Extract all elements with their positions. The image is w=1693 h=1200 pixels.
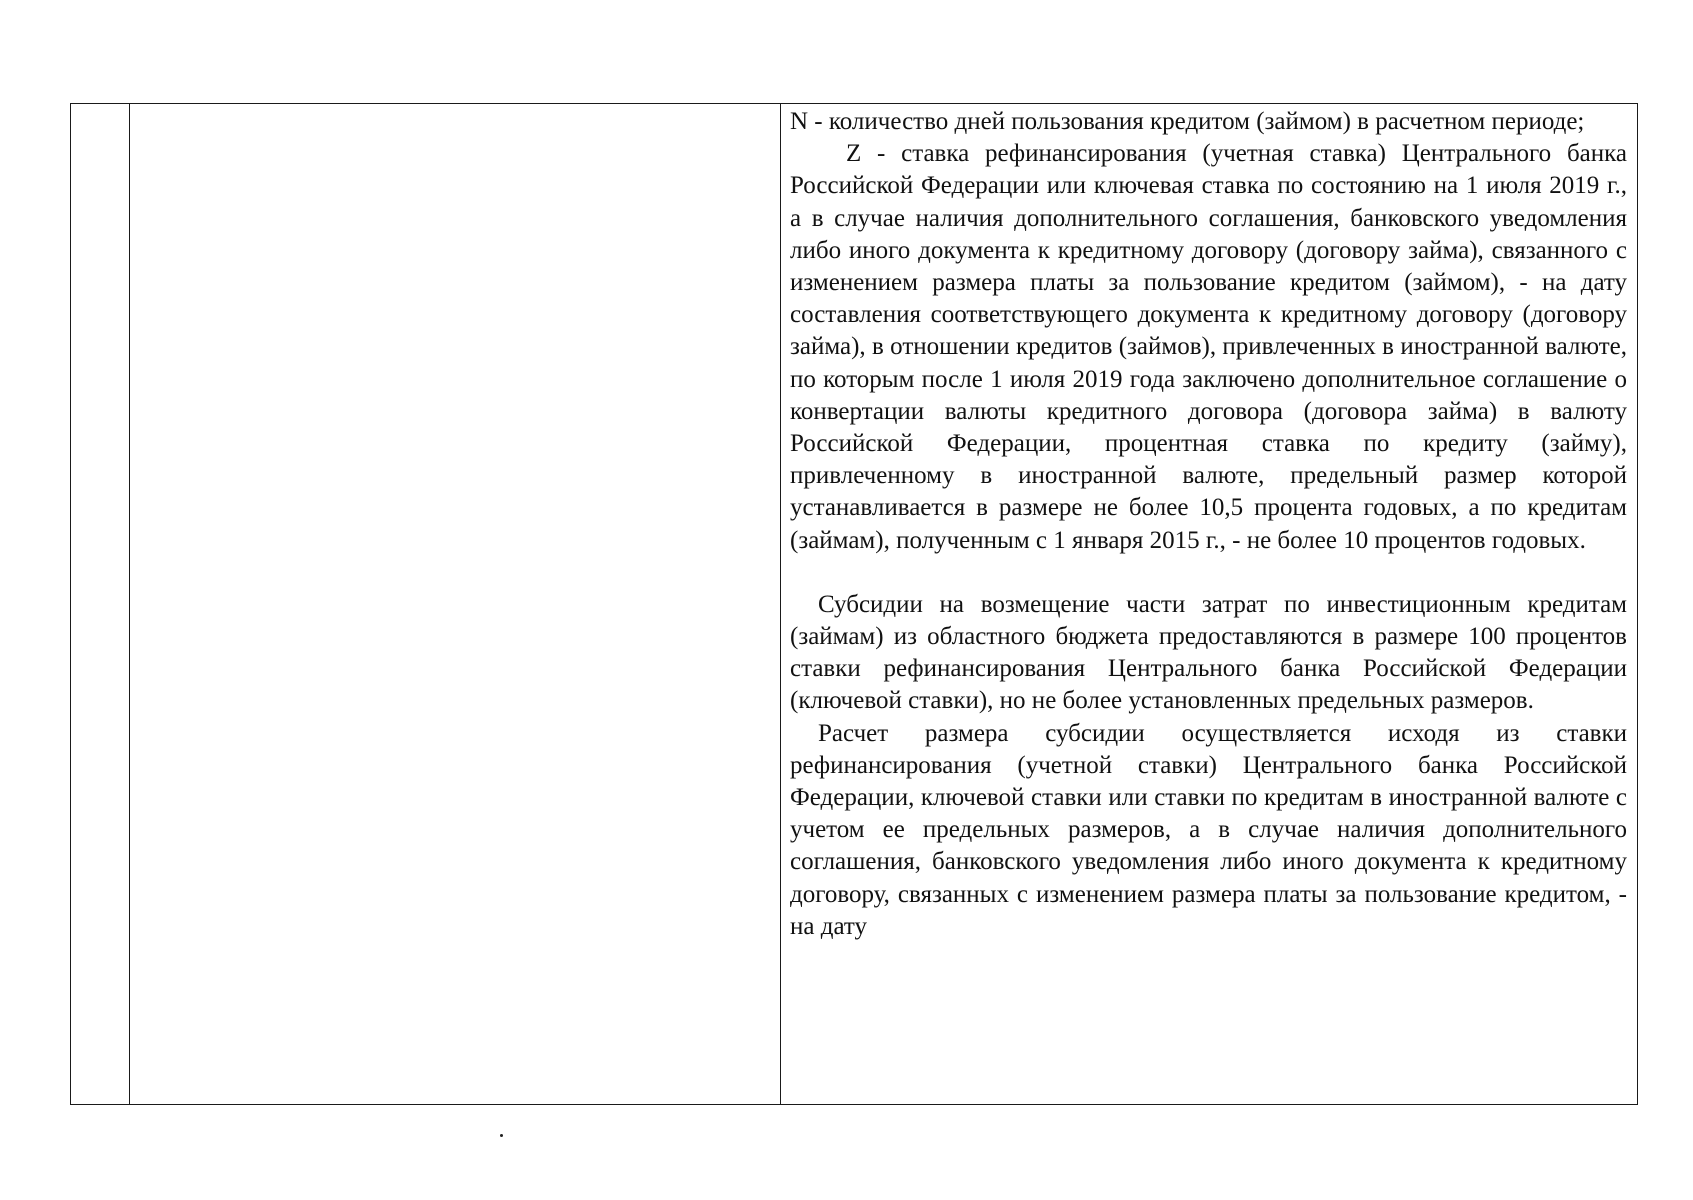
paragraph-subsidy-calculation: Расчет размера субсидии осуществляется исходя из ставки рефинансирования (учетной ставки) Центрального банка Российской Федерации, ключевой ставки или ставки по кредитам в иностранной валюте с учетом ее предельных размеров, а в случае наличия дополнительного соглашения, банковского уведомления либо иного документа к кредитному договору, связанных с изменением размера платы за пользование кредитом, - на дату bbox=[790, 719, 1627, 940]
paragraph-subsidy-amount: Субсидии на возмещение части затрат по инвестиционным кредитам (займам) из областного бюджета предоставляются в размере 100 процентов ставки рефинансирования Центрального банка Российской Федерации (ключевой ставки), но не более установленных предельных размеров. bbox=[790, 590, 1627, 715]
text-cell bbox=[781, 104, 1638, 1105]
scan-speck bbox=[500, 1134, 503, 1137]
text-cell-content bbox=[781, 104, 1637, 943]
paragraph-z-definition: Z - ставка рефинансирования (учетная ставка) Центрального банка Российской Федерации или ключевая ставка по состоянию на 1 июля 2019 г., а в случае наличия дополнительного соглашения, банковского уведомления либо иного документа к кредитному договору (договору займа), связанного с изменением размера платы за пользование кредитом (займом), - на дату составления соответствующего документа к кредитному договору (договору займа), в отношении кредитов (займов), привлеченных в иностранной валюте, по которым после 1 июля 2019 года заключено дополнительное соглашение о конвертации валюты кредитного договора (договора займа) в валюту Российской Федерации, процентная ставка по кредиту (займу), привлеченному в иностранной валюте, предельный размер которой устанавливается в размере не более 10,5 процента годовых, а по кредитам (займам), полученным с 1 января 2015 г., - не более 10 процентов годовых. bbox=[790, 140, 1627, 554]
document-table bbox=[70, 103, 1638, 1105]
table-row bbox=[71, 104, 1638, 1105]
number-cell bbox=[71, 104, 130, 1105]
paragraph-spacer bbox=[790, 557, 1627, 589]
name-cell bbox=[130, 104, 781, 1105]
paragraph-n-definition: N - количество дней пользования кредитом (займом) в расчетном периоде; bbox=[790, 108, 1585, 135]
